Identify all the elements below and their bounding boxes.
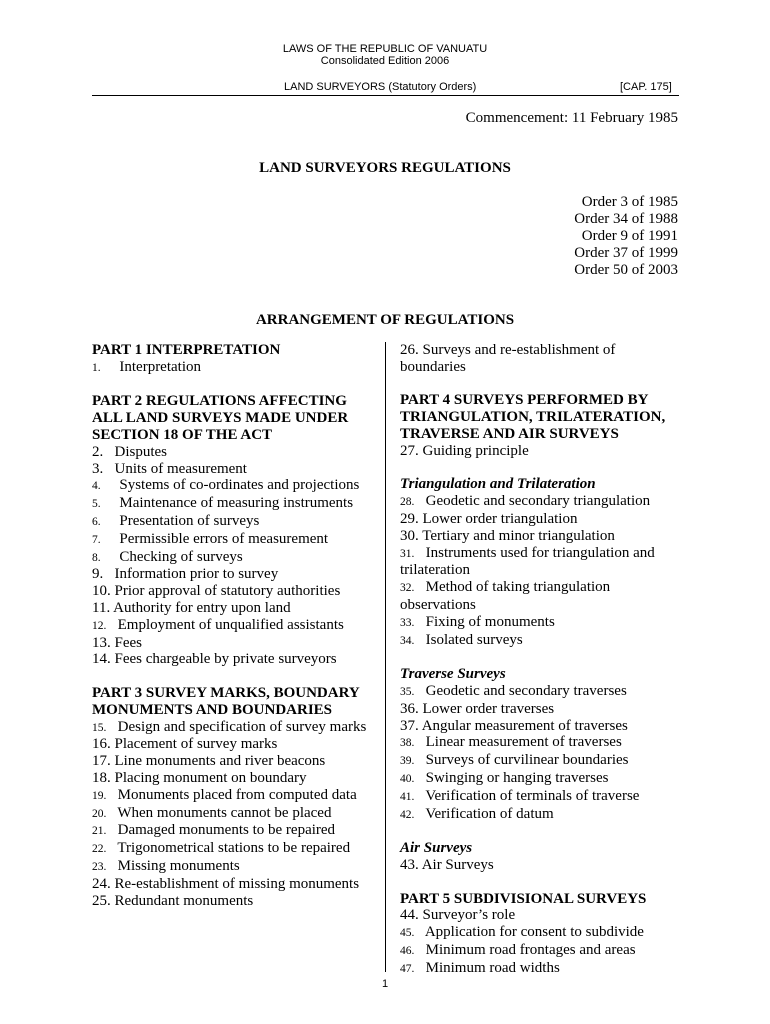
contents-entry: 25. Redundant monuments (92, 892, 254, 909)
contents-entry: 33. Fixing of monuments (400, 613, 555, 630)
contents-entry: 31. Instruments used for triangulation and trilateration (400, 544, 655, 579)
commencement-date: Commencement: 11 February 1985 (465, 110, 678, 126)
contents-entry: 11. Authority for entry upon land (92, 599, 291, 616)
contents-entry: 42. Verification of datum (400, 805, 554, 822)
contents-entry: 35. Geodetic and secondary traverses (400, 682, 627, 699)
contents-entry: 27. Guiding principle (400, 442, 529, 459)
contents-entry: 6. Presentation of surveys (92, 512, 260, 529)
contents-entry: 41. Verification of terminals of traverse (400, 787, 640, 804)
running-header-edition: Consolidated Edition 2006 (320, 55, 450, 67)
contents-entry: 37. Angular measurement of traverses (400, 717, 628, 734)
contents-entry: 20. When monuments cannot be placed (92, 804, 332, 821)
contents-entry: 44. Surveyor’s role (400, 907, 516, 924)
contents-right-column (400, 342, 678, 977)
part-heading: PART 2 REGULATIONS AFFECTING ALL LAND SURVEYS MADE UNDER SECTION 18 OF THE ACT (92, 393, 349, 443)
contents-entry: 8. Checking of surveys (92, 548, 243, 565)
contents-entry: 4. Systems of co-ordinates and projections (92, 477, 360, 494)
contents-entry: 7. Permissible errors of measurement (92, 530, 329, 547)
contents-entry: 10. Prior approval of statutory authorities (92, 583, 341, 600)
contents-entry: 13. Fees (92, 634, 142, 651)
contents-entry: 43. Air Surveys (400, 856, 494, 873)
contents-entry: 14. Fees chargeable by private surveyors (92, 651, 337, 668)
contents-entry: 23. Missing monuments (92, 857, 240, 874)
contents-entry: 12. Employment of unqualified assistants (92, 616, 344, 633)
contents-entry: 30. Tertiary and minor triangulation (400, 527, 615, 544)
contents-entry: 3. Units of measurement (92, 460, 247, 477)
section-heading: Traverse Surveys (400, 666, 506, 683)
contents-entry: 1. Interpretation (92, 358, 202, 375)
contents-entry: 21. Damaged monuments to be repaired (92, 822, 336, 839)
part-heading: PART 4 SURVEYS PERFORMED BY TRIANGULATION, TRILATERATION, TRAVERSE AND AIR SURVEYS (400, 392, 666, 442)
arrangement-heading: ARRANGEMENT OF REGULATIONS (255, 312, 515, 328)
part-heading: PART 5 SUBDIVISIONAL SURVEYS (400, 890, 647, 907)
contents-entry: 15. Design and specification of survey marks (92, 718, 367, 735)
page-number: 1 (381, 978, 389, 990)
contents-left-column (92, 342, 377, 909)
running-header-chapter-number: [CAP. 175] (620, 81, 672, 93)
order-item: Order 34 of 1988 (574, 211, 678, 227)
contents-entry: 32. Method of taking triangulation observations (400, 579, 611, 613)
document-title: LAND SURVEYORS REGULATIONS (259, 160, 511, 176)
running-header-title: LAWS OF THE REPUBLIC OF VANUATU (282, 43, 488, 55)
contents-entry: 29. Lower order triangulation (400, 510, 578, 527)
section-heading: Triangulation and Trilateration (400, 476, 596, 493)
contents-entry: 36. Lower order traverses (400, 700, 555, 717)
contents-entry: 24. Re-establishment of missing monuments (92, 875, 360, 892)
contents-entry: 2. Disputes (92, 443, 167, 460)
order-item: Order 3 of 1985 (581, 194, 678, 210)
running-header-chapter-title: LAND SURVEYORS (Statutory Orders) (284, 81, 477, 93)
contents-entry: 9. Information prior to survey (92, 566, 279, 583)
header-rule (92, 95, 679, 96)
contents-entry: 40. Swinging or hanging traverses (400, 769, 609, 786)
contents-entry: 22. Trigonometrical stations to be repaired (92, 840, 351, 857)
contents-entry: 46. Minimum road frontages and areas (400, 941, 636, 958)
part-heading: PART 1 INTERPRETATION (92, 342, 281, 358)
part-heading: PART 3 SURVEY MARKS, BOUNDARY MONUMENTS AND BOUNDARIES (92, 684, 360, 718)
contents-entry: 16. Placement of survey marks (92, 736, 278, 753)
contents-entry: 18. Placing monument on boundary (92, 769, 307, 786)
contents-entry: 17. Line monuments and river beacons (92, 753, 326, 770)
contents-entry: 26. Surveys and re-establishment of boundaries (400, 342, 616, 375)
contents-entry: 47. Minimum road widths (400, 959, 560, 976)
section-heading: Air Surveys (400, 840, 473, 857)
order-item: Order 9 of 1991 (581, 228, 678, 244)
contents-entry: 5. Maintenance of measuring instruments (92, 495, 354, 512)
contents-entry: 28. Geodetic and secondary triangulation (400, 493, 651, 510)
order-item: Order 50 of 2003 (574, 262, 678, 278)
order-item: Order 37 of 1999 (574, 245, 678, 261)
contents-entry: 38. Linear measurement of traverses (400, 734, 622, 751)
column-divider (385, 342, 386, 972)
order-list (574, 194, 678, 279)
contents-entry: 45. Application for consent to subdivide (400, 924, 644, 941)
contents-entry: 39. Surveys of curvilinear boundaries (400, 752, 629, 769)
contents-entry: 34. Isolated surveys (400, 631, 523, 648)
contents-entry: 19. Monuments placed from computed data (92, 786, 357, 803)
